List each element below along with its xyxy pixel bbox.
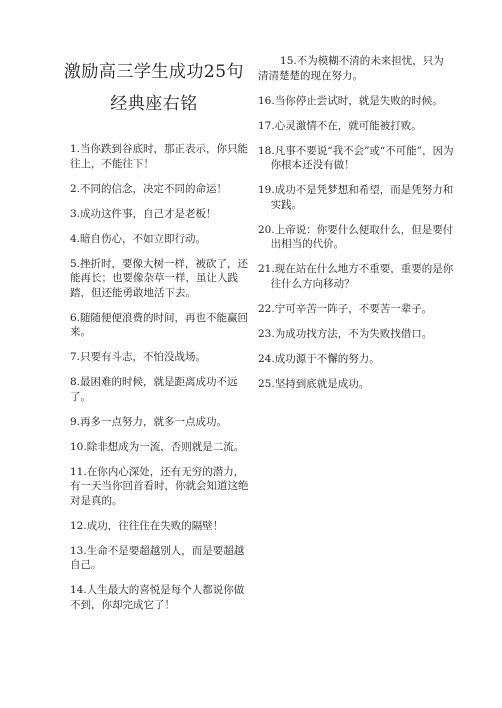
motto-item-15: 15.不为模糊不清的未来担忧，只为清清楚楚的现在努力。 <box>258 55 444 82</box>
motto-item-7: 7.只要有斗志，不怕没战场。 <box>70 351 207 363</box>
motto-item-8: 8.最困难的时候，就是距离成功不远了。 <box>70 376 238 403</box>
motto-item-12: 12.成功，往往住在失败的隔壁！ <box>70 519 224 532</box>
title-line-1: 激励高三学生成功25句 <box>63 62 245 82</box>
motto-item-20: 20.上帝说：你要什么便取什么，但是要付出相当的代价。 <box>258 223 454 250</box>
motto-item-3: 3.成功这件事，自己才是老板！ <box>70 207 217 220</box>
motto-item-24: 24.成功源于不懈的努力。 <box>258 352 380 365</box>
motto-item-25: 25.坚持到底就是成功。 <box>258 377 370 390</box>
motto-item-13: 13.生命不是要超越别人，而是要超越自己。 <box>70 544 245 571</box>
left-column <box>56 0 252 623</box>
title-line-2: 经典座右铭 <box>110 94 198 114</box>
motto-item-6: 6.随随便便浪费的时间，再也不能赢回来。 <box>70 311 249 338</box>
motto-item-19: 19.成功不是凭梦想和希望，而是凭努力和实践。 <box>258 184 454 211</box>
motto-item-11: 11.在你内心深处，还有无穷的潜力，有一天当你回首看时，你就会知道这绝对是真的。 <box>70 465 249 507</box>
right-column <box>258 0 454 402</box>
page-title <box>56 56 252 120</box>
motto-item-23: 23.为成功找方法，不为失败找借口。 <box>258 327 433 340</box>
motto-item-2: 2.不同的信念，决定不同的命运！ <box>70 182 228 195</box>
motto-item-17: 17.心灵激情不在，就可能被打败。 <box>258 119 422 132</box>
motto-item-21: 21.现在站在什么地方不重要，重要的是你往什么方向移动？ <box>258 263 454 290</box>
motto-item-18: 18.凡事不要说“我不会”或“不可能”，因为你根本还没有做！ <box>258 144 454 171</box>
motto-item-5: 5.挫折时，要像大树一样，被砍了，还能再长；也要像杂草一样，虽让人践踏，但还能勇敢地活下去。 <box>70 257 249 299</box>
motto-item-4: 4.暗自伤心，不如立即行动。 <box>70 232 207 245</box>
motto-item-10: 10.除非想成为一流，否则就是二流。 <box>70 440 245 453</box>
motto-item-22: 22.宁可辛苦一阵子，不要苦一辈子。 <box>258 302 433 315</box>
motto-item-1: 1.当你跌到谷底时，那正表示，你只能往上，不能往下！ <box>70 143 249 170</box>
motto-item-9: 9.再多一点努力，就多一点成功。 <box>70 415 228 428</box>
motto-item-14: 14.人生最大的喜悦是每个人都说你做不到，你却完成它了！ <box>70 584 245 611</box>
motto-item-16: 16.当你停止尝试时，就是失败的时候。 <box>258 94 443 107</box>
